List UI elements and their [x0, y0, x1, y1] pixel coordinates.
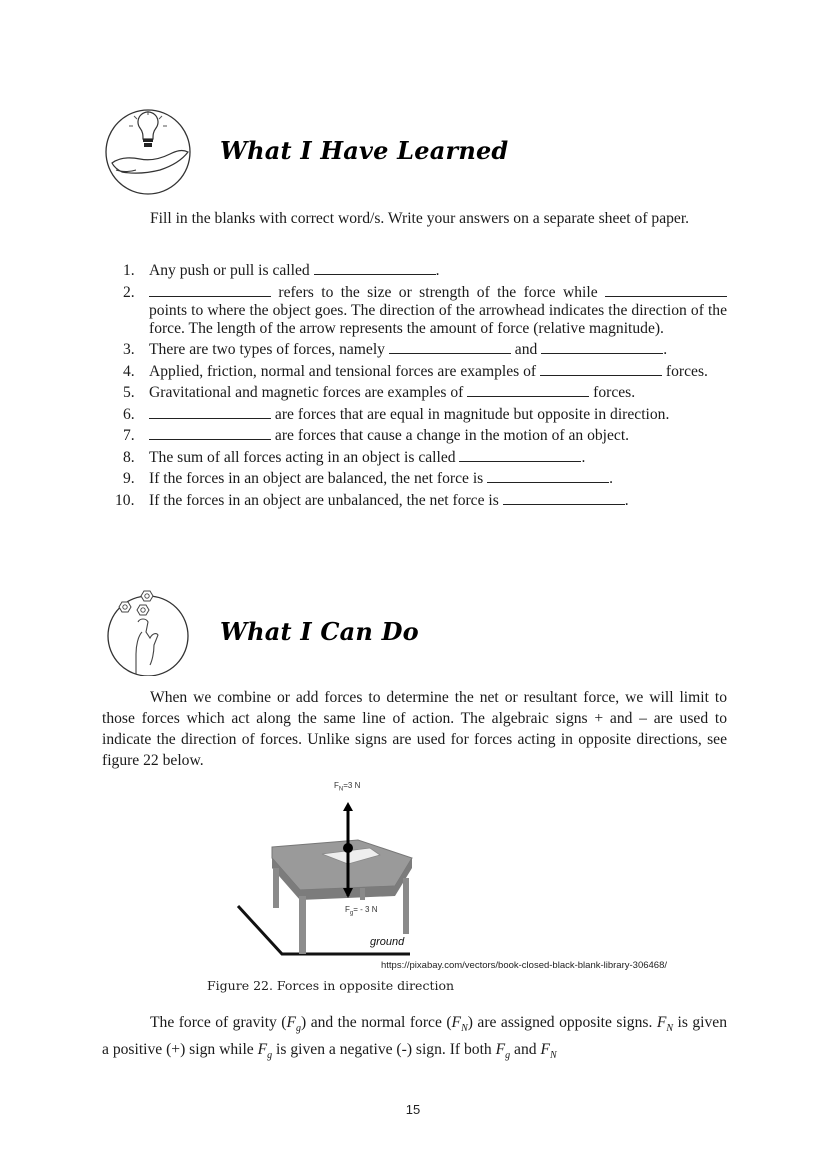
question-number: 8.: [123, 448, 135, 466]
gravity-force-label: $F_g= - 3$ N: [345, 905, 378, 917]
question-item: [102, 341, 727, 359]
question-number: 5.: [123, 384, 135, 401]
question-item: [102, 449, 727, 467]
question-number: 6.: [123, 405, 135, 423]
normal-force-label: $F_N=3$ N: [334, 781, 361, 793]
instructions-text: Fill in the blanks with correct word/s. Write your answers on a separate sheet of paper.: [150, 210, 690, 227]
figure-caption: Figure 22. Forces in opposite direction: [207, 978, 455, 993]
closing-paragraph: The force of gravity $(F_g)$ and the normal force $(F_N)$ are assigned opposite signs. $F_N$ is given a positive (+) sign while $F_g$ is given a negative (-) sign. If both $F_g$ and $F_N$: [102, 1014, 727, 1062]
table-forces-diagram: [230, 778, 450, 958]
question-text: and: [510, 341, 542, 358]
question-text: are forces that are equal in magnitude but opposite in direction.: [271, 405, 670, 423]
answer-blank[interactable]: [149, 406, 271, 419]
page-number: 15: [405, 1102, 421, 1117]
figure-22: [230, 778, 700, 973]
question-number: 2.: [123, 283, 135, 301]
answer-blank[interactable]: [605, 284, 727, 297]
question-text: Gravitational and magnetic forces are examples of: [149, 384, 468, 401]
question-text: If the forces in an object are balanced, the net force is: [149, 470, 488, 487]
answer-blank[interactable]: [314, 262, 436, 275]
hand-bolts-icon: [104, 588, 192, 676]
question-text: refers to the size or strength of the force while: [271, 283, 605, 301]
answer-blank[interactable]: [149, 427, 271, 440]
question-text: forces.: [589, 384, 636, 401]
question-text: .: [624, 491, 629, 509]
question-item: [102, 427, 727, 445]
question-text: .: [609, 470, 614, 487]
answer-blank[interactable]: [541, 341, 663, 354]
figure-source-url: https://pixabay.com/vectors/book-closed-black-blank-library-306468/: [381, 960, 668, 971]
section-title-what-i-can-do: What I Can Do: [220, 617, 419, 646]
question-item: [102, 492, 727, 510]
answer-blank[interactable]: [389, 341, 511, 354]
answer-blank[interactable]: [540, 363, 662, 376]
question-text: .: [435, 262, 440, 279]
question-item: [102, 384, 727, 402]
fill-in-blank-list: [102, 262, 727, 513]
question-text: Applied, friction, normal and tensional forces are examples of: [149, 362, 541, 380]
question-item: [102, 470, 727, 488]
question-number: 10.: [115, 491, 135, 509]
what-i-can-do-paragraph: [102, 687, 727, 771]
question-text: points to where the object goes. The direction of the arrowhead indicates the direction of the force. The length of the arrow represents the amount of force (relative magnitude).: [149, 301, 727, 337]
question-text: Any push or pull is called: [149, 262, 314, 279]
fg-symbol: $F_g$: [286, 1014, 302, 1035]
answer-blank[interactable]: [503, 492, 625, 505]
answer-blank[interactable]: [487, 470, 609, 483]
answer-blank[interactable]: [149, 284, 271, 297]
question-text: The sum of all forces acting in an object is called: [149, 448, 460, 466]
question-text: are forces that cause a change in the motion of an object.: [271, 427, 630, 444]
question-text: .: [581, 448, 586, 466]
question-number: 1.: [123, 262, 135, 279]
fn-symbol: $F_N$: [451, 1014, 468, 1035]
section-title-what-i-have-learned: What I Have Learned: [220, 136, 509, 165]
question-number: 7.: [123, 427, 135, 444]
question-text: .: [663, 341, 668, 358]
answer-blank[interactable]: [467, 384, 589, 397]
answer-blank[interactable]: [459, 449, 581, 462]
question-number: 4.: [123, 362, 135, 380]
what-i-can-do-text: When we combine or add forces to determine the net or resultant force, we will limit to those forces which act along the same line of action. The algebraic signs + and – are used to indicate the direction of forces. Unlike signs are used for forces acting in opposite directions, see figure 22 below.: [102, 689, 727, 769]
question-item: [102, 363, 727, 381]
ground-label: ground: [370, 936, 405, 948]
question-text: If the forces in an object are unbalanced, the net force is: [149, 491, 503, 509]
instructions-paragraph: [102, 208, 727, 229]
question-text: There are two types of forces, namely: [149, 341, 389, 358]
question-number: 9.: [123, 470, 135, 487]
question-text: forces.: [662, 362, 708, 380]
lightbulb-hand-icon: [104, 108, 192, 196]
bolt-icon: [141, 591, 153, 601]
question-number: 3.: [123, 341, 135, 358]
question-item: [102, 406, 727, 424]
question-item: [102, 262, 727, 280]
question-item: [102, 284, 727, 338]
